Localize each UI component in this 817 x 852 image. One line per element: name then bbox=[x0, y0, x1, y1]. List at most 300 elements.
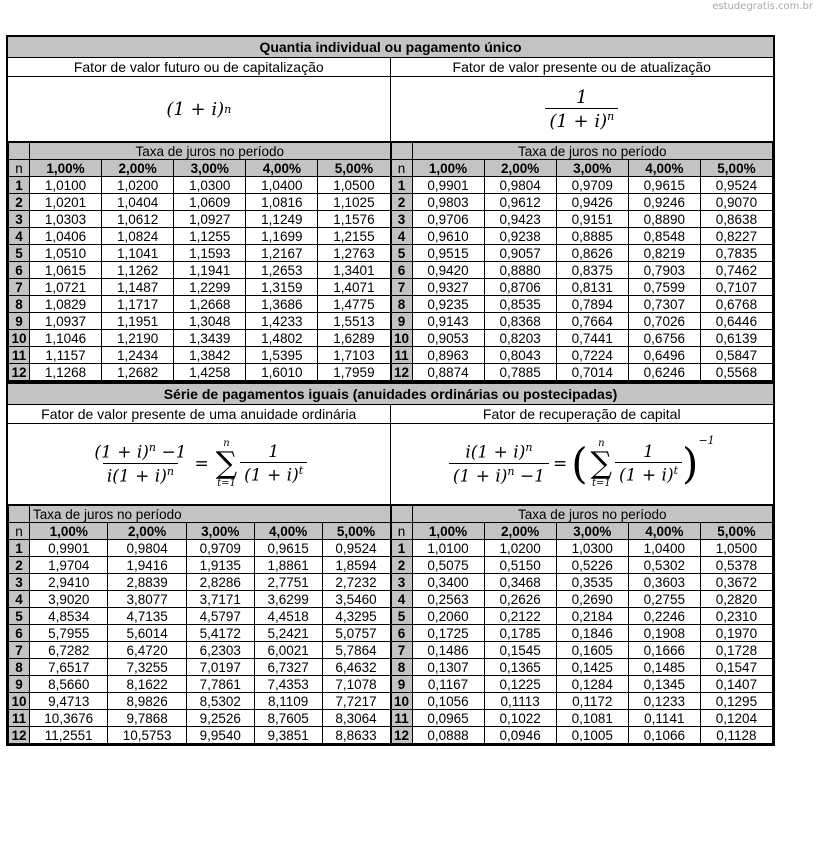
rate-header: Taxa de juros no período bbox=[412, 143, 773, 160]
factor-cell: 0,8706 bbox=[484, 279, 556, 296]
factor-cell: 0,9612 bbox=[484, 194, 556, 211]
factor-cell: 3,9020 bbox=[30, 591, 108, 608]
period-cell: 9 bbox=[391, 676, 412, 693]
num-minus-one: −1 bbox=[161, 443, 187, 463]
formula-base: (1 + i) bbox=[166, 98, 225, 120]
section2-formulas bbox=[8, 424, 773, 505]
factor-cell: 0,8219 bbox=[628, 245, 700, 262]
factor-cell: 6,4632 bbox=[322, 659, 390, 676]
rates-row bbox=[9, 523, 391, 540]
rate-column-header: 5,00% bbox=[700, 523, 772, 540]
future-value-title: Fator de valor futuro ou de capitalização bbox=[8, 58, 391, 76]
factor-cell: 3,6299 bbox=[254, 591, 322, 608]
period-cell: 10 bbox=[9, 693, 30, 710]
factor-cell: 1,4233 bbox=[246, 313, 318, 330]
factor-cell: 9,9540 bbox=[186, 727, 254, 744]
factor-cell: 1,2682 bbox=[102, 364, 174, 381]
factor-cell: 1,5395 bbox=[246, 347, 318, 364]
factor-cell: 7,3255 bbox=[108, 659, 186, 676]
factor-cell: 1,1487 bbox=[102, 279, 174, 296]
factor-cell: 0,8638 bbox=[700, 211, 772, 228]
factor-cell: 3,7171 bbox=[186, 591, 254, 608]
factor-cell: 1,3159 bbox=[246, 279, 318, 296]
period-cell: 4 bbox=[9, 591, 30, 608]
factor-cell: 1,0937 bbox=[30, 313, 102, 330]
factor-cell: 0,5302 bbox=[628, 557, 700, 574]
factor-cell: 0,7107 bbox=[700, 279, 772, 296]
summation bbox=[216, 439, 237, 489]
factor-cell: 4,5797 bbox=[186, 608, 254, 625]
factor-cell: 1,1046 bbox=[30, 330, 102, 347]
present-value-formula bbox=[391, 77, 774, 141]
factor-cell: 0,7026 bbox=[628, 313, 700, 330]
factor-cell: 1,0609 bbox=[174, 194, 246, 211]
factor-cell: 1,0615 bbox=[30, 262, 102, 279]
factor-cell: 6,4720 bbox=[108, 642, 186, 659]
factor-cell: 5,0757 bbox=[322, 625, 390, 642]
crf-equals-sign: = bbox=[552, 454, 568, 474]
rate-column-header: 4,00% bbox=[254, 523, 322, 540]
table-row bbox=[391, 608, 773, 625]
table-row bbox=[391, 347, 773, 364]
crf-numerator bbox=[461, 441, 536, 463]
den-i: i bbox=[106, 466, 113, 487]
factor-cell: 7,1078 bbox=[322, 676, 390, 693]
crf-left-paren: ( bbox=[571, 439, 588, 488]
factor-cell: 8,5302 bbox=[186, 693, 254, 710]
n-column-header: n bbox=[9, 523, 30, 540]
fraction-denominator bbox=[545, 108, 618, 132]
factor-cell: 0,5568 bbox=[700, 364, 772, 381]
factor-cell: 1,4775 bbox=[318, 296, 390, 313]
table-row bbox=[391, 211, 773, 228]
table-row bbox=[391, 591, 773, 608]
factor-cell: 1,8861 bbox=[254, 557, 322, 574]
period-cell: 11 bbox=[9, 710, 30, 727]
factor-cell: 0,3603 bbox=[628, 574, 700, 591]
crf-right-paren: ) bbox=[682, 439, 699, 488]
factor-cell: 1,0200 bbox=[484, 540, 556, 557]
sigma-lower: t=1 bbox=[217, 478, 236, 489]
period-cell: 6 bbox=[9, 625, 30, 642]
table-row bbox=[9, 313, 391, 330]
factor-cell: 0,1545 bbox=[484, 642, 556, 659]
table-row bbox=[9, 557, 391, 574]
factor-cell: 1,0400 bbox=[246, 177, 318, 194]
factor-cell: 0,9804 bbox=[108, 540, 186, 557]
factor-cell: 0,9615 bbox=[628, 177, 700, 194]
factor-cell: 0,5378 bbox=[700, 557, 772, 574]
factor-cell: 0,1666 bbox=[628, 642, 700, 659]
table-row bbox=[391, 625, 773, 642]
table-row bbox=[9, 194, 391, 211]
period-cell: 12 bbox=[391, 364, 412, 381]
sum-numerator: 1 bbox=[268, 442, 280, 463]
factor-cell: 0,1846 bbox=[556, 625, 628, 642]
period-cell: 6 bbox=[391, 625, 412, 642]
period-cell: 5 bbox=[391, 608, 412, 625]
denominator-exponent: n bbox=[607, 109, 615, 123]
table-row bbox=[9, 693, 391, 710]
factor-cell: 1,0201 bbox=[30, 194, 102, 211]
factor-cell: 1,0816 bbox=[246, 194, 318, 211]
factor-cell: 0,1233 bbox=[628, 693, 700, 710]
rate-column-header: 1,00% bbox=[412, 523, 484, 540]
annuity-numerator bbox=[90, 441, 190, 463]
rate-column-header: 3,00% bbox=[174, 160, 246, 177]
period-cell: 11 bbox=[391, 347, 412, 364]
fraction-numerator: 1 bbox=[576, 86, 588, 108]
formula-exponent-n: n bbox=[224, 102, 232, 116]
n-column-header: n bbox=[391, 160, 412, 177]
factor-cell: 8,3064 bbox=[322, 710, 390, 727]
factor-cell: 1,7959 bbox=[318, 364, 390, 381]
factor-cell: 0,9426 bbox=[556, 194, 628, 211]
capital-recovery-title: Fator de recuperação de capital bbox=[482, 406, 681, 422]
period-cell: 6 bbox=[391, 262, 412, 279]
factor-cell: 0,6756 bbox=[628, 330, 700, 347]
factor-cell: 1,4071 bbox=[318, 279, 390, 296]
table-row bbox=[9, 540, 391, 557]
factor-cell: 0,3400 bbox=[412, 574, 484, 591]
factor-cell: 0,7894 bbox=[556, 296, 628, 313]
table-row bbox=[391, 279, 773, 296]
period-cell: 9 bbox=[9, 676, 30, 693]
table-row bbox=[9, 608, 391, 625]
factor-cell: 0,9706 bbox=[412, 211, 484, 228]
factor-cell: 1,1593 bbox=[174, 245, 246, 262]
factor-cell: 0,1167 bbox=[412, 676, 484, 693]
factor-cell: 0,2310 bbox=[700, 608, 772, 625]
period-cell: 11 bbox=[9, 347, 30, 364]
factor-cell: 10,5753 bbox=[108, 727, 186, 744]
rate-column-header: 2,00% bbox=[484, 160, 556, 177]
rate-column-header: 4,00% bbox=[246, 160, 318, 177]
rate-column-header: 1,00% bbox=[30, 160, 102, 177]
factor-cell: 0,1365 bbox=[484, 659, 556, 676]
factor-cell: 0,8880 bbox=[484, 262, 556, 279]
factor-cell: 0,2184 bbox=[556, 608, 628, 625]
factor-cell: 7,4353 bbox=[254, 676, 322, 693]
table-row bbox=[9, 245, 391, 262]
factor-cell: 8,7605 bbox=[254, 710, 322, 727]
factor-cell: 0,0965 bbox=[412, 710, 484, 727]
factor-cell: 0,1725 bbox=[412, 625, 484, 642]
period-cell: 6 bbox=[9, 262, 30, 279]
annuity-present-value-table bbox=[8, 505, 391, 744]
sigma-symbol: ∑ bbox=[215, 446, 238, 481]
factor-cell: 0,7441 bbox=[556, 330, 628, 347]
factor-cell: 0,5226 bbox=[556, 557, 628, 574]
factor-cell: 1,3686 bbox=[246, 296, 318, 313]
factor-cell: 0,9615 bbox=[254, 540, 322, 557]
period-cell: 8 bbox=[9, 296, 30, 313]
period-cell: 12 bbox=[9, 727, 30, 744]
factor-cell: 7,0197 bbox=[186, 659, 254, 676]
rate-column-header: 2,00% bbox=[102, 160, 174, 177]
rate-column-header: 3,00% bbox=[186, 523, 254, 540]
factor-cell: 0,9143 bbox=[412, 313, 484, 330]
factor-cell: 10,3676 bbox=[30, 710, 108, 727]
table-row bbox=[391, 194, 773, 211]
rate-column-header: 4,00% bbox=[628, 523, 700, 540]
den-exp: n bbox=[166, 465, 174, 478]
table-row bbox=[9, 710, 391, 727]
factor-cell: 0,9246 bbox=[628, 194, 700, 211]
table-row bbox=[391, 313, 773, 330]
factor-cell: 1,0406 bbox=[30, 228, 102, 245]
factor-cell: 0,1172 bbox=[556, 693, 628, 710]
crf-den-base: (1 + i) bbox=[452, 466, 508, 487]
equals-sign: = bbox=[194, 454, 209, 474]
period-cell: 4 bbox=[391, 228, 412, 245]
n-column-header: n bbox=[9, 160, 30, 177]
sum-denominator bbox=[240, 462, 307, 486]
factor-cell: 0,9070 bbox=[700, 194, 772, 211]
factor-cell: 5,2421 bbox=[254, 625, 322, 642]
factor-cell: 0,9057 bbox=[484, 245, 556, 262]
period-cell: 7 bbox=[391, 642, 412, 659]
crf-num-exp: n bbox=[525, 441, 533, 455]
factor-cell: 2,7232 bbox=[322, 574, 390, 591]
table-row bbox=[391, 330, 773, 347]
section2-tables bbox=[8, 505, 773, 744]
period-cell: 2 bbox=[9, 194, 30, 211]
factor-cell: 0,7224 bbox=[556, 347, 628, 364]
table-row bbox=[391, 296, 773, 313]
factor-cell: 0,1141 bbox=[628, 710, 700, 727]
table-row bbox=[9, 347, 391, 364]
factor-cell: 0,8203 bbox=[484, 330, 556, 347]
factor-cell: 1,0612 bbox=[102, 211, 174, 228]
factor-cell: 8,1109 bbox=[254, 693, 322, 710]
factor-cell: 1,0303 bbox=[30, 211, 102, 228]
factor-cell: 1,0300 bbox=[174, 177, 246, 194]
table-row bbox=[9, 330, 391, 347]
crf-sum-fraction bbox=[615, 442, 682, 486]
factor-cell: 0,7903 bbox=[628, 262, 700, 279]
rate-header: Taxa de juros no período bbox=[30, 143, 391, 160]
table-row bbox=[9, 676, 391, 693]
factor-cell: 5,7955 bbox=[30, 625, 108, 642]
present-value-fraction bbox=[545, 87, 618, 132]
factor-cell: 8,5660 bbox=[30, 676, 108, 693]
period-cell: 8 bbox=[9, 659, 30, 676]
table-row bbox=[9, 659, 391, 676]
factor-cell: 0,6768 bbox=[700, 296, 772, 313]
factor-cell: 0,9053 bbox=[412, 330, 484, 347]
factor-cell: 0,7664 bbox=[556, 313, 628, 330]
crf-sum-denominator bbox=[615, 462, 682, 486]
factor-cell: 0,8131 bbox=[556, 279, 628, 296]
factor-cell: 1,2763 bbox=[318, 245, 390, 262]
factor-cell: 0,9151 bbox=[556, 211, 628, 228]
factor-cell: 0,1728 bbox=[700, 642, 772, 659]
factor-cell: 0,2755 bbox=[628, 591, 700, 608]
factor-cell: 0,9901 bbox=[412, 177, 484, 194]
table-row bbox=[9, 177, 391, 194]
factor-cell: 1,1249 bbox=[246, 211, 318, 228]
period-cell: 2 bbox=[9, 557, 30, 574]
factor-cell: 1,0300 bbox=[556, 540, 628, 557]
factor-cell: 0,9804 bbox=[484, 177, 556, 194]
factor-cell: 1,6289 bbox=[318, 330, 390, 347]
factor-cell: 9,2526 bbox=[186, 710, 254, 727]
factor-cell: 0,9524 bbox=[700, 177, 772, 194]
factor-cell: 0,7307 bbox=[628, 296, 700, 313]
factor-cell: 0,8548 bbox=[628, 228, 700, 245]
factor-cell: 0,1407 bbox=[700, 676, 772, 693]
crf-sum-den-base: (1 + i) bbox=[619, 465, 674, 486]
n-header-blank bbox=[391, 143, 412, 160]
factor-cell: 0,9901 bbox=[30, 540, 108, 557]
future-value-table bbox=[8, 142, 391, 381]
capital-recovery-formula bbox=[391, 424, 774, 504]
factor-cell: 0,1785 bbox=[484, 625, 556, 642]
factor-cell: 1,1699 bbox=[246, 228, 318, 245]
factor-cell: 1,1041 bbox=[102, 245, 174, 262]
factor-cell: 0,7835 bbox=[700, 245, 772, 262]
factor-cell: 1,0500 bbox=[700, 540, 772, 557]
factor-cell: 1,2299 bbox=[174, 279, 246, 296]
factor-cell: 1,2155 bbox=[318, 228, 390, 245]
factor-cell: 1,0500 bbox=[318, 177, 390, 194]
factor-cell: 0,2626 bbox=[484, 591, 556, 608]
rate-header: Taxa de juros no período bbox=[412, 506, 773, 523]
factor-cell: 0,2820 bbox=[700, 591, 772, 608]
table-row bbox=[391, 659, 773, 676]
factor-cell: 0,5150 bbox=[484, 557, 556, 574]
period-cell: 2 bbox=[391, 194, 412, 211]
factor-cell: 0,3535 bbox=[556, 574, 628, 591]
section1-tables bbox=[8, 142, 773, 381]
rates-row bbox=[9, 160, 391, 177]
rate-column-header: 5,00% bbox=[318, 160, 390, 177]
table-row bbox=[391, 245, 773, 262]
factor-cell: 9,4713 bbox=[30, 693, 108, 710]
factor-cell: 0,2060 bbox=[412, 608, 484, 625]
factor-cell: 0,0946 bbox=[484, 727, 556, 744]
factor-cell: 0,1295 bbox=[700, 693, 772, 710]
factor-cell: 0,1284 bbox=[556, 676, 628, 693]
factor-cell: 11,2551 bbox=[30, 727, 108, 744]
factor-cell: 1,9416 bbox=[108, 557, 186, 574]
table-row bbox=[391, 642, 773, 659]
section1-subtitles bbox=[8, 58, 773, 77]
factor-cell: 0,6139 bbox=[700, 330, 772, 347]
factor-cell: 0,6246 bbox=[628, 364, 700, 381]
factor-cell: 1,6010 bbox=[246, 364, 318, 381]
period-cell: 7 bbox=[9, 642, 30, 659]
crf-sigma-symbol: ∑ bbox=[590, 446, 613, 481]
factor-cell: 2,8839 bbox=[108, 574, 186, 591]
table-row bbox=[391, 262, 773, 279]
factor-cell: 1,5513 bbox=[318, 313, 390, 330]
watermark: estudegratis.com.br bbox=[712, 1, 813, 12]
factor-cell: 8,9826 bbox=[108, 693, 186, 710]
factor-cell: 9,3851 bbox=[254, 727, 322, 744]
factor-cell: 0,9235 bbox=[412, 296, 484, 313]
factor-cell: 1,0829 bbox=[30, 296, 102, 313]
period-cell: 4 bbox=[9, 228, 30, 245]
table-row bbox=[391, 557, 773, 574]
rate-column-header: 1,00% bbox=[30, 523, 108, 540]
factor-cell: 1,0927 bbox=[174, 211, 246, 228]
factor-cell: 0,2690 bbox=[556, 591, 628, 608]
factor-cell: 1,4802 bbox=[246, 330, 318, 347]
annuity-denominator bbox=[103, 463, 178, 487]
factor-cell: 5,6014 bbox=[108, 625, 186, 642]
factor-cell: 0,1485 bbox=[628, 659, 700, 676]
factor-cell: 1,2668 bbox=[174, 296, 246, 313]
crf-sum-numerator: 1 bbox=[643, 442, 654, 463]
factor-cell: 0,8963 bbox=[412, 347, 484, 364]
capital-recovery-table bbox=[391, 505, 774, 744]
factor-cell: 1,1157 bbox=[30, 347, 102, 364]
factor-cell: 0,9709 bbox=[556, 177, 628, 194]
factor-cell: 1,0824 bbox=[102, 228, 174, 245]
factor-cell: 0,7462 bbox=[700, 262, 772, 279]
factor-cell: 1,2190 bbox=[102, 330, 174, 347]
crf-denominator bbox=[449, 463, 549, 487]
factor-cell: 0,8885 bbox=[556, 228, 628, 245]
factor-cell: 0,1128 bbox=[700, 727, 772, 744]
factor-cell: 0,3468 bbox=[484, 574, 556, 591]
crf-num-i: i bbox=[465, 443, 471, 463]
period-cell: 1 bbox=[9, 177, 30, 194]
factor-cell: 0,1225 bbox=[484, 676, 556, 693]
denominator-base: (1 + i) bbox=[549, 110, 608, 132]
factor-cell: 2,7751 bbox=[254, 574, 322, 591]
rate-header-row bbox=[391, 143, 773, 160]
period-cell: 7 bbox=[391, 279, 412, 296]
factor-cell: 1,4258 bbox=[174, 364, 246, 381]
rate-column-header: 5,00% bbox=[322, 523, 390, 540]
den-base: (1 + i) bbox=[112, 466, 167, 487]
factor-cell: 1,1941 bbox=[174, 262, 246, 279]
period-cell: 11 bbox=[391, 710, 412, 727]
section2-subtitles bbox=[8, 405, 773, 424]
factor-cell: 4,7135 bbox=[108, 608, 186, 625]
num-base: (1 + i) bbox=[94, 443, 149, 463]
factor-cell: 0,1345 bbox=[628, 676, 700, 693]
section1-title: Quantia individual ou pagamento único bbox=[8, 37, 773, 58]
factor-cell: 0,9524 bbox=[322, 540, 390, 557]
factor-cell: 1,1268 bbox=[30, 364, 102, 381]
factor-cell: 0,1425 bbox=[556, 659, 628, 676]
factor-cell: 0,9327 bbox=[412, 279, 484, 296]
factor-cell: 0,1022 bbox=[484, 710, 556, 727]
table-row bbox=[9, 625, 391, 642]
period-cell: 12 bbox=[391, 727, 412, 744]
rate-header: Taxa de juros no período bbox=[30, 506, 391, 523]
factor-cell: 1,0400 bbox=[628, 540, 700, 557]
factor-cell: 1,9135 bbox=[186, 557, 254, 574]
section2-title: Série de pagamentos iguais (anuidades ordinárias ou postecipadas) bbox=[8, 381, 773, 405]
rate-column-header: 2,00% bbox=[108, 523, 186, 540]
factor-cell: 0,8626 bbox=[556, 245, 628, 262]
sum-den-base: (1 + i) bbox=[244, 465, 299, 486]
factor-cell: 0,9515 bbox=[412, 245, 484, 262]
factor-cell: 0,1605 bbox=[556, 642, 628, 659]
factor-cell: 1,2434 bbox=[102, 347, 174, 364]
section1-formulas bbox=[8, 77, 773, 142]
period-cell: 2 bbox=[391, 557, 412, 574]
factor-cell: 4,4518 bbox=[254, 608, 322, 625]
factor-cell: 8,8633 bbox=[322, 727, 390, 744]
table-row bbox=[9, 574, 391, 591]
table-row bbox=[9, 642, 391, 659]
